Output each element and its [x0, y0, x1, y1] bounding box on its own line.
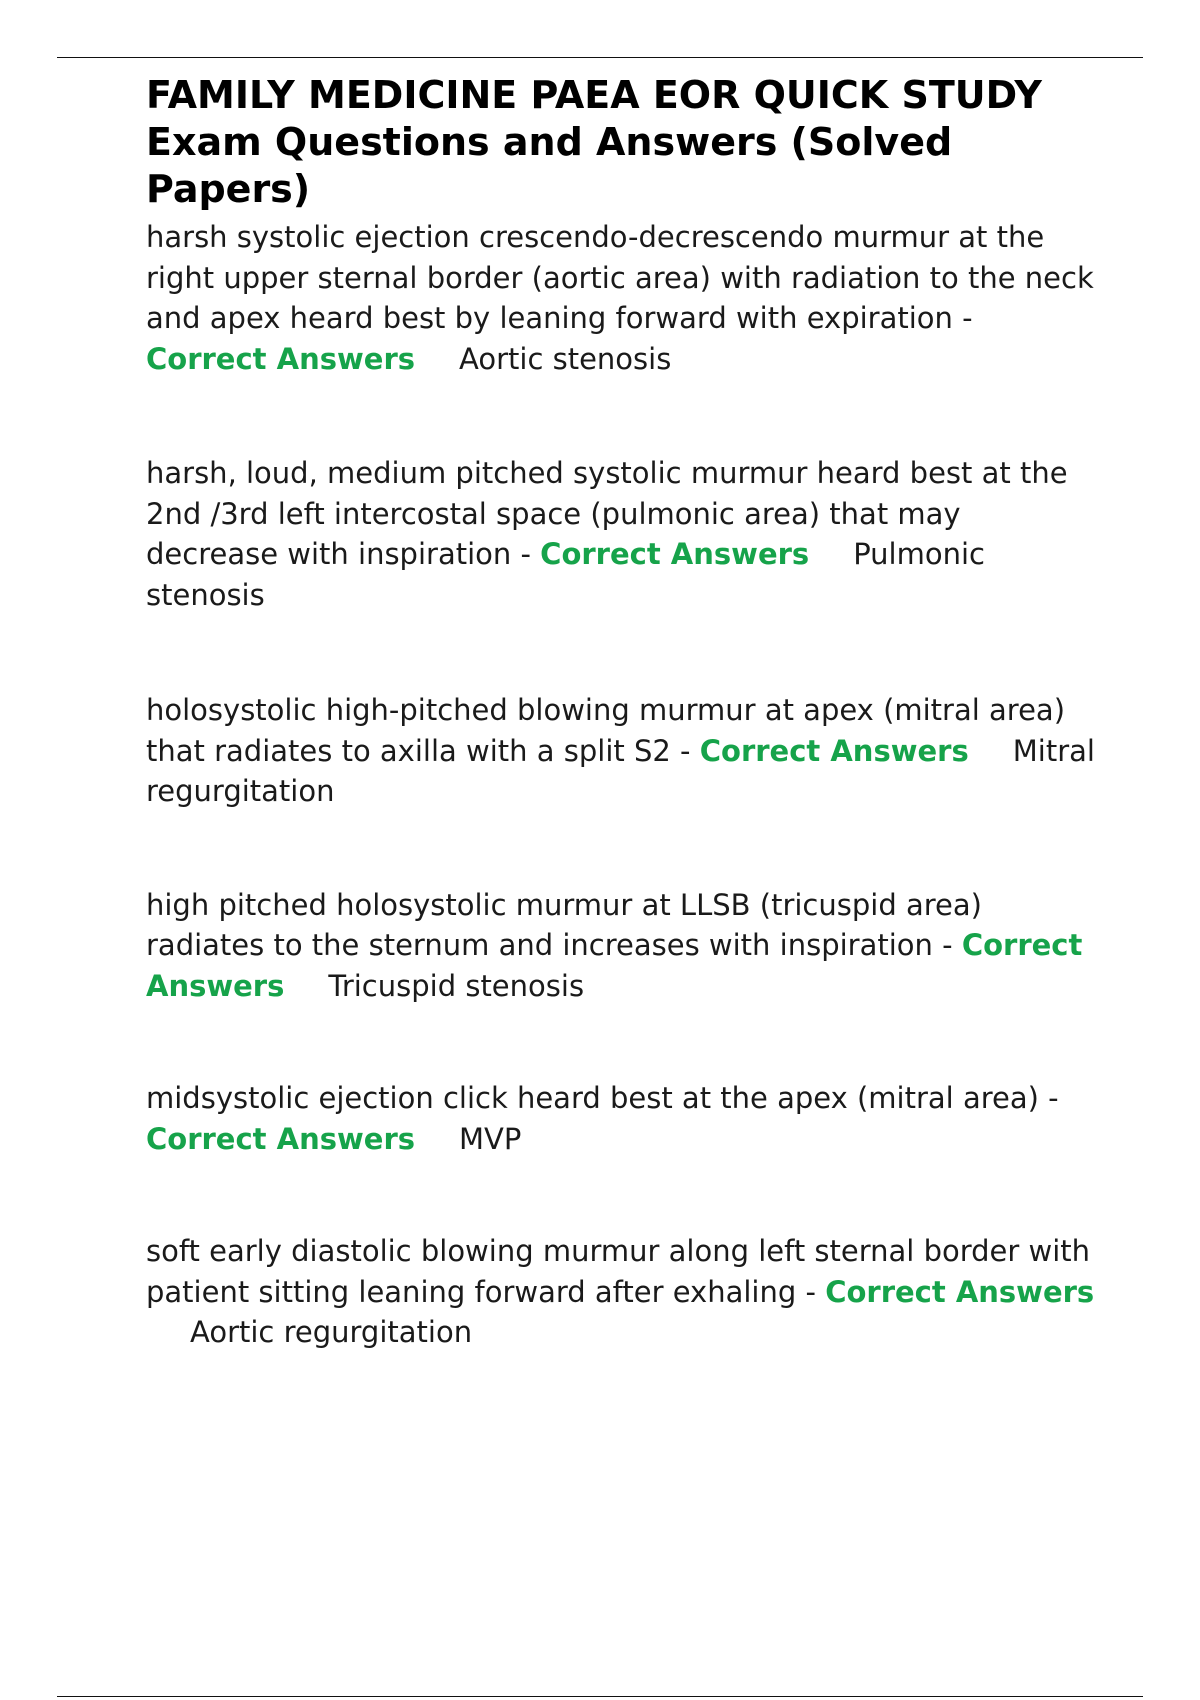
top-rule: [57, 57, 1143, 58]
correct-answers-label: Correct Answers: [540, 537, 810, 571]
answer-text: Aortic regurgitation: [190, 1315, 473, 1349]
qa-item: [146, 690, 1096, 812]
correct-answers-label: Correct Answers: [699, 733, 969, 768]
qa-item: [146, 1231, 1096, 1353]
page-content: [146, 72, 1096, 1353]
question-text: harsh systolic ejection crescendo-decrescendo murmur at the right upper sternal border (aortic area) with radiation to the neck and apex heard best by leaning forward with expiration -: [146, 220, 1094, 335]
question-text: harsh, loud, medium pitched systolic murmur heard best at the 2nd /3rd left intercostal space (pulmonic area) that may decrease with inspiration -: [146, 456, 1068, 571]
answer-text: Aortic stenosis: [459, 341, 672, 376]
qa-list: [146, 217, 1096, 1353]
answer-text: Pulmonic stenosis: [146, 537, 985, 612]
question-text: soft early diastolic blowing murmur along left sternal border with patient sitting leaning forward after exhaling -: [146, 1234, 1091, 1309]
answer-text: Tricuspid stenosis: [328, 968, 585, 1003]
correct-answers-label: Correct Answers: [825, 1274, 1095, 1309]
correct-answers-label: Correct Answers: [146, 341, 416, 376]
correct-answers-label: Correct Answers: [146, 928, 1083, 1003]
qa-item: [146, 885, 1096, 1007]
question-text: holosystolic high-pitched blowing murmur at apex (mitral area) that radiates to axilla with a split S2 -: [146, 693, 1066, 768]
answer-text: Mitral regurgitation: [146, 733, 1095, 808]
document-title: FAMILY MEDICINE PAEA EOR QUICK STUDY Exam Questions and Answers (Solved Papers): [146, 73, 1042, 211]
qa-item: [146, 217, 1096, 379]
question-text: midsystolic ejection click heard best at the apex (mitral area) -: [146, 1081, 1059, 1115]
answer-text: MVP: [459, 1121, 522, 1156]
correct-answers-label: Correct Answers: [146, 1121, 416, 1156]
bottom-rule: [57, 1696, 1143, 1697]
qa-item: [146, 1078, 1096, 1159]
qa-item: [146, 453, 1096, 615]
question-text: high pitched holosystolic murmur at LLSB (tricuspid area) radiates to the sternum and increases with inspiration -: [146, 887, 982, 962]
